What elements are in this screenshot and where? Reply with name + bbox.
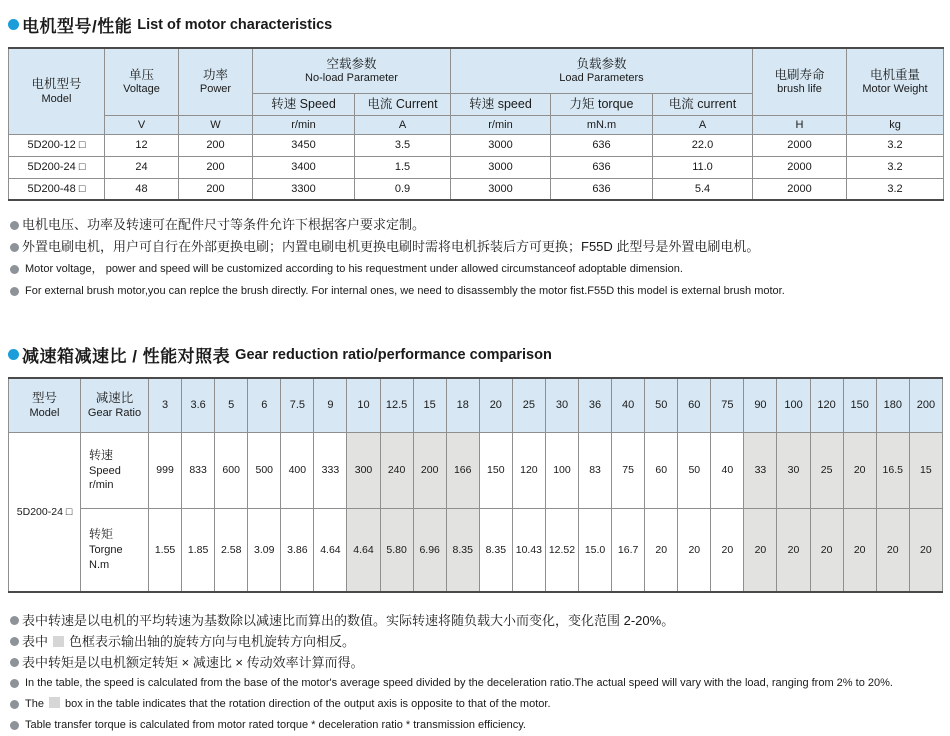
torque-value-cell: 1.85	[182, 508, 215, 592]
torque-row	[9, 508, 943, 592]
speed-value-cell: 100	[545, 432, 578, 508]
speed-value-cell: 25	[810, 432, 843, 508]
section2-title	[8, 342, 943, 367]
torque-value-cell: 4.64	[314, 508, 347, 592]
unit-cell: A	[355, 115, 451, 134]
value-cell: 22.0	[653, 134, 753, 156]
speed-label	[81, 432, 149, 508]
note-text: 电机电压、功率及转速可在配件尺寸等条件允许下根据客户要求定制。	[22, 217, 426, 232]
speed-value-cell: 120	[512, 432, 545, 508]
model-cell: 5D200-12 □	[9, 134, 105, 156]
header-label-en: Load Parameters	[559, 72, 644, 84]
noload-header	[253, 48, 451, 93]
value-cell: 5.4	[653, 178, 753, 200]
note-item	[10, 694, 943, 715]
torque-value-cell: 20	[678, 508, 711, 592]
unit-cell: r/min	[451, 115, 551, 134]
table-body	[9, 134, 944, 200]
value-cell: 3000	[451, 178, 551, 200]
note-item	[10, 236, 943, 258]
section2-title-zh: 减速箱减速比 / 性能对照表	[22, 347, 231, 366]
note-text-prefix: 表中	[22, 634, 49, 649]
ratio-header-cell: 3	[149, 378, 182, 432]
speed-value-cell: 600	[215, 432, 248, 508]
label-unit: N.m	[89, 559, 110, 572]
speed-value-cell: 166	[446, 432, 479, 508]
torque-value-cell: 20	[810, 508, 843, 592]
ratio-header-cell: 10	[347, 378, 380, 432]
header-row	[9, 48, 944, 93]
note-bullet-icon	[10, 616, 19, 625]
torque-value-cell: 2.58	[215, 508, 248, 592]
label-en: Speed	[89, 464, 121, 477]
torque-value-cell: 20	[744, 508, 777, 592]
value-cell: 2000	[753, 178, 847, 200]
speed-value-cell: 500	[248, 432, 281, 508]
value-cell: 11.0	[653, 156, 753, 178]
speed-value-cell: 83	[579, 432, 612, 508]
header-label-en: Model	[29, 406, 60, 419]
header-label-en: No-load Parameter	[305, 72, 398, 84]
header-label-en: Motor Weight	[862, 83, 928, 95]
units-row	[9, 115, 944, 134]
header-label-en: Voltage	[123, 83, 160, 95]
gray-swatch-icon	[53, 636, 64, 647]
speed-value-cell: 16.5	[876, 432, 909, 508]
note-bullet-icon	[10, 700, 19, 709]
note-text: 外置电刷电机，用户可自行在外部更换电刷；内置电刷电机更换电刷时需将电机拆装后方可更换；F55D 此型号是外置电刷电机。	[22, 239, 760, 254]
model-cell: 5D200-48 □	[9, 178, 105, 200]
ratio-header-cell: 90	[744, 378, 777, 432]
speed-value-cell: 75	[612, 432, 645, 508]
note-text: 表中转速是以电机的平均转速为基数除以减速比而算出的数值。实际转速将随负载大小而变化，变化范围 2-20%。	[22, 613, 675, 628]
note-text-prefix: The	[25, 698, 44, 710]
note-item	[10, 652, 943, 673]
ratio-header-cell: 75	[711, 378, 744, 432]
note-item	[10, 715, 943, 736]
note-bullet-icon	[10, 637, 19, 646]
ratio-header-cell: 36	[579, 378, 612, 432]
speed-value-cell: 33	[744, 432, 777, 508]
torque-value-cell: 4.64	[347, 508, 380, 592]
speed-value-cell: 999	[149, 432, 182, 508]
note-bullet-icon	[10, 287, 19, 296]
gear-notes	[10, 610, 943, 736]
value-cell: 3000	[451, 156, 551, 178]
value-cell: 200	[179, 178, 253, 200]
table-body	[9, 432, 943, 592]
power-header	[179, 48, 253, 115]
note-bullet-icon	[10, 221, 19, 230]
unit-cell: H	[753, 115, 847, 134]
value-cell: 12	[105, 134, 179, 156]
ratio-header-cell: 200	[909, 378, 942, 432]
note-item	[10, 258, 943, 280]
speed-value-cell: 30	[777, 432, 810, 508]
ratio-header-cell: 9	[314, 378, 347, 432]
weight-header	[847, 48, 944, 115]
ratio-header-cell: 5	[215, 378, 248, 432]
value-cell: 48	[105, 178, 179, 200]
header-label-zh: 型号	[31, 391, 57, 406]
note-text	[22, 631, 355, 652]
ratio-header-cell: 180	[876, 378, 909, 432]
ratio-header-cell: 120	[810, 378, 843, 432]
gray-swatch-icon	[49, 697, 60, 708]
header-label-zh: 空载参数	[326, 56, 377, 71]
speed-value-cell: 50	[678, 432, 711, 508]
note-text: Motor voltage， power and speed will be customized according to his requestment under allowed circumstanceof adoptable dimension.	[25, 263, 683, 275]
ratio-header-cell: 3.6	[182, 378, 215, 432]
header-label-en: brush life	[777, 83, 822, 95]
ratio-header-cell: 100	[777, 378, 810, 432]
table-row	[9, 134, 944, 156]
section2-title-en: Gear reduction ratio/performance comparison	[235, 346, 552, 363]
header-label-en: Gear Ratio	[87, 406, 142, 419]
header-label-zh: 单压	[128, 67, 154, 82]
value-cell: 3.5	[355, 134, 451, 156]
torque-value-cell: 15.0	[579, 508, 612, 592]
header-label-zh: 减速比	[95, 391, 134, 406]
gear-ratio-table	[8, 377, 943, 593]
note-item	[10, 631, 943, 652]
blue-bullet-icon	[8, 349, 19, 360]
header-label-en: Power	[199, 83, 232, 95]
section1-title-zh: 电机型号/性能	[22, 17, 133, 36]
header-row	[9, 378, 943, 432]
note-text: In the table, the speed is calculated from the base of the motor's average speed divided by the deceleration ratio.The actual speed will vary with the load, ranging from 2% to 20%.	[25, 677, 893, 689]
header-label-en: Model	[41, 92, 72, 105]
unit-cell: W	[179, 115, 253, 134]
value-cell: 3.2	[847, 134, 944, 156]
unit-cell: r/min	[253, 115, 355, 134]
table-row	[9, 178, 944, 200]
blue-bullet-icon	[8, 19, 19, 30]
ratio-header-cell: 50	[645, 378, 678, 432]
value-cell: 2000	[753, 156, 847, 178]
value-cell: 200	[179, 134, 253, 156]
label-unit: r/min	[89, 479, 114, 492]
header-label-zh: 电机重量	[869, 67, 920, 82]
torque-value-cell: 5.80	[380, 508, 413, 592]
ratio-header-cell: 25	[512, 378, 545, 432]
value-cell: 636	[551, 156, 653, 178]
unit-cell: V	[105, 115, 179, 134]
speed-value-cell: 333	[314, 432, 347, 508]
ratio-header-cell: 18	[446, 378, 479, 432]
speed-value-cell: 400	[281, 432, 314, 508]
brush-life-header	[753, 48, 847, 115]
ratio-header-cell: 40	[612, 378, 645, 432]
value-cell: 3.2	[847, 178, 944, 200]
speed-value-cell: 833	[182, 432, 215, 508]
note-text: 表中转矩是以电机额定转矩 × 减速比 × 传动效率计算而得。	[22, 655, 364, 670]
header-label-zh: 电机型号	[31, 77, 82, 92]
note-item	[10, 610, 943, 631]
torque-value-cell: 8.35	[479, 508, 512, 592]
note-text: For external brush motor,you can replce the brush directly. For internal ones, we need to disassembly the motor fist.F55D this model is external brush motor.	[25, 285, 785, 297]
torque-value-cell: 1.55	[149, 508, 182, 592]
note-text	[25, 694, 551, 715]
section1-title-en: List of motor characteristics	[137, 16, 333, 33]
table-row	[9, 156, 944, 178]
speed-value-cell: 60	[645, 432, 678, 508]
value-cell: 3400	[253, 156, 355, 178]
model-header	[9, 378, 81, 432]
torque-value-cell: 12.52	[545, 508, 578, 592]
model-cell: 5D200-24 □	[9, 156, 105, 178]
header-label-zh: 负载参数	[576, 56, 627, 71]
value-cell: 24	[105, 156, 179, 178]
torque-value-cell: 6.96	[413, 508, 446, 592]
torque-value-cell: 20	[645, 508, 678, 592]
sub-header-cell: 转速 Speed	[253, 93, 355, 115]
speed-value-cell: 20	[843, 432, 876, 508]
speed-row	[9, 432, 943, 508]
gear-ratio-header	[81, 378, 149, 432]
unit-cell: kg	[847, 115, 944, 134]
sub-header-cell: 转速 speed	[451, 93, 551, 115]
table-header	[9, 378, 943, 432]
torque-value-cell: 8.35	[446, 508, 479, 592]
torque-value-cell: 20	[777, 508, 810, 592]
note-text-suffix: 色框表示输出轴的旋转方向与电机旋转方向相反。	[69, 634, 356, 649]
model-cell: 5D200-24 □	[9, 432, 81, 592]
motor-characteristics-table	[8, 47, 944, 201]
voltage-header	[105, 48, 179, 115]
unit-cell: mN.m	[551, 115, 653, 134]
note-bullet-icon	[10, 265, 19, 274]
value-cell: 636	[551, 134, 653, 156]
motor-datasheet-page	[8, 12, 943, 736]
value-cell: 3000	[451, 134, 551, 156]
value-cell: 3300	[253, 178, 355, 200]
note-bullet-icon	[10, 243, 19, 252]
torque-value-cell: 20	[909, 508, 942, 592]
ratio-header-cell: 12.5	[380, 378, 413, 432]
model-header	[9, 48, 105, 134]
torque-value-cell: 10.43	[512, 508, 545, 592]
speed-value-cell: 300	[347, 432, 380, 508]
torque-value-cell: 3.09	[248, 508, 281, 592]
torque-label	[81, 508, 149, 592]
speed-value-cell: 15	[909, 432, 942, 508]
label-en: Torgne	[89, 544, 123, 557]
value-cell: 3450	[253, 134, 355, 156]
note-item	[10, 280, 943, 302]
ratio-header-cell: 7.5	[281, 378, 314, 432]
note-bullet-icon	[10, 721, 19, 730]
ratio-header-cell: 20	[479, 378, 512, 432]
header-label-zh: 功率	[202, 67, 228, 82]
value-cell: 1.5	[355, 156, 451, 178]
torque-value-cell: 20	[843, 508, 876, 592]
label-zh: 转矩	[89, 527, 114, 542]
section1-title	[8, 12, 943, 37]
table-header	[9, 48, 944, 134]
load-header	[451, 48, 753, 93]
label-zh: 转速	[89, 447, 114, 462]
speed-value-cell: 150	[479, 432, 512, 508]
value-cell: 0.9	[355, 178, 451, 200]
sub-header-cell: 力矩 torque	[551, 93, 653, 115]
ratio-header-cell: 60	[678, 378, 711, 432]
ratio-header-cell: 15	[413, 378, 446, 432]
value-cell: 2000	[753, 134, 847, 156]
note-bullet-icon	[10, 679, 19, 688]
speed-value-cell: 200	[413, 432, 446, 508]
torque-value-cell: 16.7	[612, 508, 645, 592]
speed-value-cell: 40	[711, 432, 744, 508]
ratio-header-cell: 30	[545, 378, 578, 432]
note-text-suffix: box in the table indicates that the rotation direction of the output axis is opposite to that of the motor.	[64, 698, 551, 710]
note-item	[10, 673, 943, 694]
note-text: Table transfer torque is calculated from motor rated torque * deceleration ratio * transmission efficiency.	[25, 719, 526, 731]
note-item	[10, 214, 943, 236]
unit-cell: A	[653, 115, 753, 134]
torque-value-cell: 20	[711, 508, 744, 592]
speed-value-cell: 240	[380, 432, 413, 508]
torque-value-cell: 3.86	[281, 508, 314, 592]
sub-header-cell: 电流 Current	[355, 93, 451, 115]
torque-value-cell: 20	[876, 508, 909, 592]
motor-notes	[10, 214, 943, 302]
header-label-zh: 电刷寿命	[774, 67, 825, 82]
ratio-header-cell: 6	[248, 378, 281, 432]
sub-header-cell: 电流 current	[653, 93, 753, 115]
note-bullet-icon	[10, 658, 19, 667]
value-cell: 3.2	[847, 156, 944, 178]
value-cell: 200	[179, 156, 253, 178]
ratio-header-cell: 150	[843, 378, 876, 432]
value-cell: 636	[551, 178, 653, 200]
